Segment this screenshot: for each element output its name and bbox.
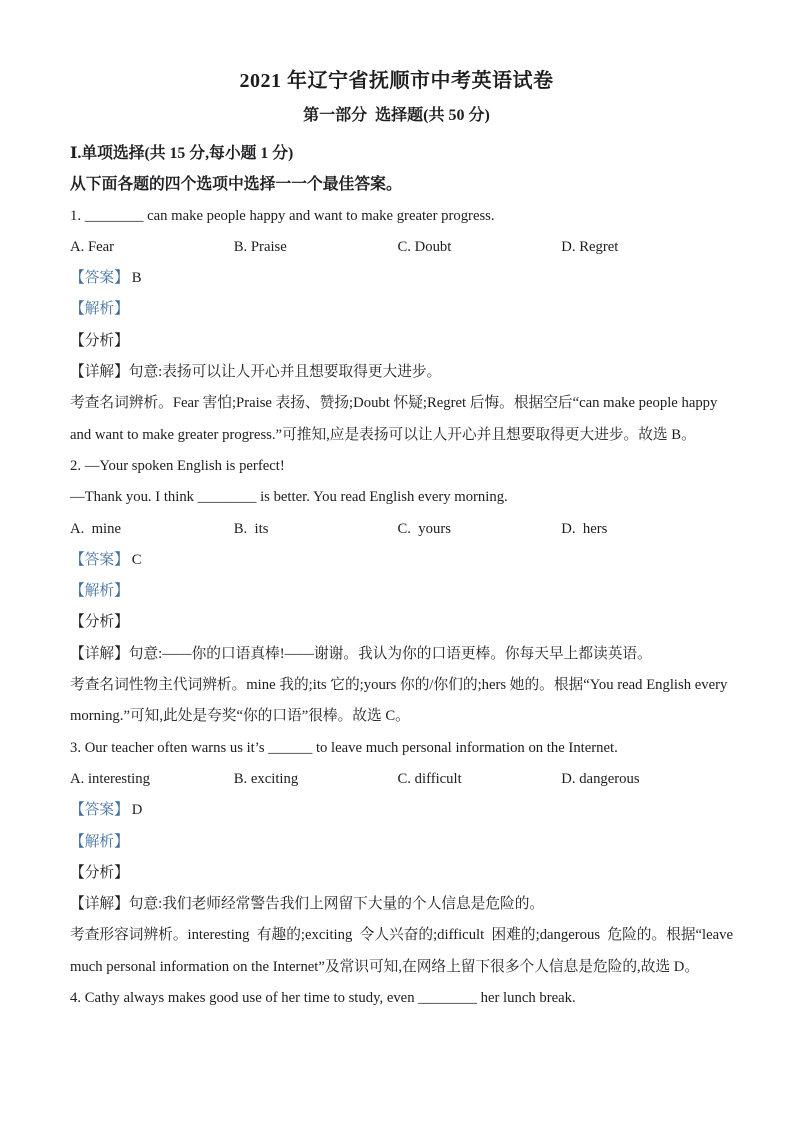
question-2-answer-line [70,545,725,576]
question-1-option-c: C. Doubt [397,238,452,255]
question-2-explain-2: morning.”可知,此处是夸奖“你的口语”很棒。故选 C。 [70,708,410,725]
question-4-stem: 4. Cathy always makes good use of her time to study, even ________ her lunch break. [70,990,576,1007]
jiexi-label: 【解析】 [70,833,129,850]
question-1-answer-line [70,263,725,294]
question-3-stem: 3. Our teacher often warns us it’s ______ to leave much personal information on the Internet. [70,739,618,756]
question-3-option-b: B. exciting [233,770,299,787]
fenxi-label: 【分析】 [70,614,129,631]
question-1-option-d: D. Regret [561,238,619,255]
answer-label: 【答案】 [70,802,129,819]
question-2-option-a: A. mine [70,520,121,537]
question-3-answer-line [70,795,725,826]
question-3-option-a: A. interesting [70,770,150,787]
question-2-explain-1: 考查名词性物主代词辨析。mine 我的;its 它的;yours 你的/你们的;hers 她的。根据“You read English every [70,677,728,694]
question-3-detail: 【详解】句意:我们老师经常警告我们上网留下大量的个人信息是危险的。 [70,896,545,913]
question-block-1 [70,201,725,451]
document-title: 2021 年辽宁省抚顺市中考英语试卷 [239,70,554,92]
question-2-option-b: B. its [233,520,269,537]
answer-label: 【答案】 [70,551,129,568]
question-block-2 [70,451,728,733]
section-heading: 第一部分 选择题(共 50 分) [303,107,490,124]
question-3-option-d: D. dangerous [561,770,640,787]
question-3-options [70,764,725,795]
jiexi-label: 【解析】 [70,583,129,600]
fenxi-label: 【分析】 [70,332,129,349]
fenxi-label: 【分析】 [70,864,129,881]
question-2-options [70,514,725,545]
instruction-line: 从下面各题的四个选项中选择一一个最佳答案。 [70,176,402,194]
part-heading: Ⅰ.单项选择(共 15 分,每小题 1 分) [70,145,294,162]
question-2-option-d: D. hers [561,520,608,537]
jiexi-label: 【解析】 [70,301,129,318]
question-1-option-a: A. Fear [70,238,115,255]
question-1-detail: 【详解】句意:表扬可以让人开心并且想要取得更大进步。 [70,364,442,381]
question-1-explain-2: and want to make greater progress.”可推知,应是表扬可以让人开心并且想要取得更大进步。故选 B。 [70,426,696,443]
question-2-answer-value: C [131,551,142,568]
question-2-detail: 【详解】句意:——你的口语真棒!——谢谢。我认为你的口语更棒。你每天早上都读英语。 [70,645,652,662]
question-1-option-b: B. Praise [233,238,287,255]
question-3-explain-1: 考查形容词辨析。interesting 有趣的;exciting 令人兴奋的;difficult 困难的;dangerous 危险的。根据“leave [70,927,734,944]
document-body [70,138,734,1014]
answer-label: 【答案】 [70,270,129,287]
question-1-stem: 1. ________ can make people happy and want to make greater progress. [70,207,495,224]
question-1-options [70,232,725,263]
question-block-4 [70,983,725,1014]
question-1-answer-value: B [131,270,142,287]
question-3-option-c: C. difficult [397,770,462,787]
question-3-answer-value: D [131,802,143,819]
question-2-option-c: C. yours [397,520,451,537]
question-1-explain-1: 考查名词辨析。Fear 害怕;Praise 表扬、赞扬;Doubt 怀疑;Regret 后悔。根据空后“can make people happy [70,395,718,412]
question-3-explain-2: much personal information on the Internet”及常识可知,在网络上留下很多个人信息是危险的,故选 D。 [70,958,700,975]
question-block-3 [70,733,734,983]
question-2-stem: 2. —Your spoken English is perfect! [70,457,285,474]
question-2-stem-reply: —Thank you. I think ________ is better. You read English every morning. [70,489,508,506]
